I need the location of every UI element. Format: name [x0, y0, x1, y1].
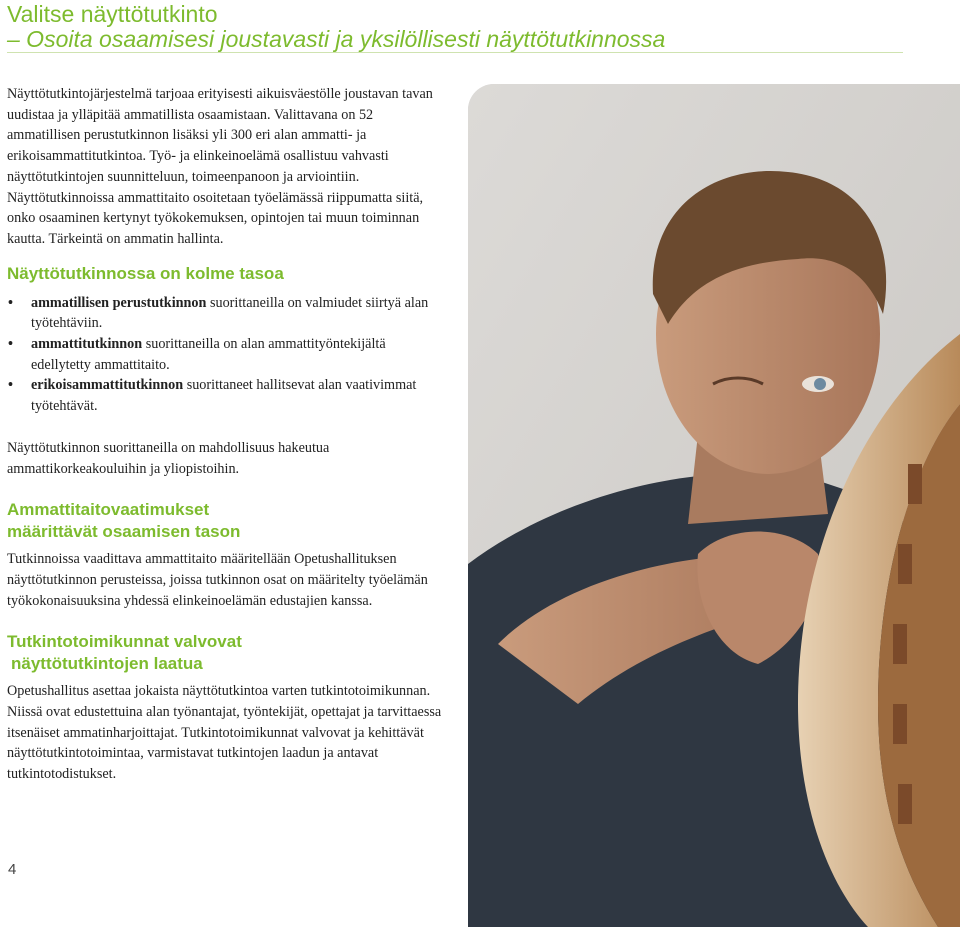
levels-list	[7, 293, 443, 417]
requirements-heading	[7, 499, 443, 543]
craftsman-photo	[468, 84, 960, 927]
text-column	[7, 84, 443, 785]
committees-heading	[7, 631, 443, 675]
bullet-icon: •	[8, 336, 13, 353]
committees-heading-line2: näyttötutkintojen laatua	[11, 654, 203, 674]
level-term: erikoisammattitutkinnon	[31, 377, 184, 394]
list-item	[7, 293, 443, 334]
levels-heading: Näyttötutkinnossa on kolme tasoa	[7, 263, 284, 283]
level-desc: suorittaneilla on alan ammattityöntekijältä edellytetty ammattitaito.	[31, 336, 386, 373]
level-desc: suorittaneet hallitsevat alan vaativimmat työtehtävät.	[31, 377, 417, 415]
requirements-paragraph: Tutkinnoissa vaadittava ammattitaito määritellään Opetushallituksen näyttötutkinnon perusteissa, joissa tutkinnon osat on määritelty työelämän työkokonaisuuksina yhdessä elinkeinoelämän edustajien kanssa.	[7, 551, 428, 609]
further-studies-paragraph: Näyttötutkinnon suorittaneilla on mahdollisuus hakeutua ammattikorkeakouluihin ja yliopistoihin.	[7, 439, 330, 477]
header-divider	[7, 52, 903, 53]
page-subtitle: – Osoita osaamisesi joustavasti ja yksilöllisesti näyttötutkinnossa	[7, 26, 666, 52]
craftsman-illustration	[468, 84, 960, 927]
level-desc: suorittaneilla on valmiudet siirtyä alan työtehtäviin.	[31, 294, 429, 332]
intro-paragraph: Näyttötutkintojärjestelmä tarjoaa erityisesti aikuisväestölle joustavan tavan uudistaa ja ylläpitää ammatillista osaamistaan. Valittavana on 52 ammatillisen perustutkinnon lisäksi yli 300 eri alan ammatti- ja erikoisammattitutkintoa. Työ- ja elinkeinoelämä osallistuu vahvasti näyttötutkintojen suunnitteluun, toimeenpanoon ja arviointiin. Näyttötutkinnoissa ammattitaito osoitetaan työelämässä riippumatta siitä, onko osaaminen kertynyt työkokemuksen, opintojen tai muun toiminnan kautta. Tärkeintä on ammatin hallinta.	[7, 86, 433, 247]
requirements-heading-line1: Ammattitaitovaatimukset	[7, 500, 210, 520]
page-title: Valitse näyttötutkinto	[7, 1, 218, 27]
bullet-icon: •	[8, 294, 13, 311]
page-number: 4	[8, 861, 17, 878]
page-header	[7, 2, 903, 52]
level-term: ammattitutkinnon	[31, 336, 143, 353]
requirements-heading-line2: määrittävät osaamisen tason	[7, 522, 241, 542]
list-item	[7, 334, 443, 375]
list-item	[7, 375, 443, 416]
bullet-icon: •	[8, 377, 13, 394]
level-term: ammatillisen perustutkinnon	[31, 294, 207, 311]
committees-paragraph: Opetushallitus asettaa jokaista näyttötutkintoa varten tutkintotoimikunnan. Niissä ovat edustettuina alan työnantajat, työntekijät, opettajat ja tarvittaessa itsenäiset ammatinharjoittajat. Tutkintotoimikunnat valvovat ja kehittävät näyttötutkintotoimintaa, varmistavat tutkintojen laadun ja antavat tutkintotodistukset.	[7, 683, 442, 783]
committees-heading-line1: Tutkintotoimikunnat valvovat	[7, 632, 242, 652]
